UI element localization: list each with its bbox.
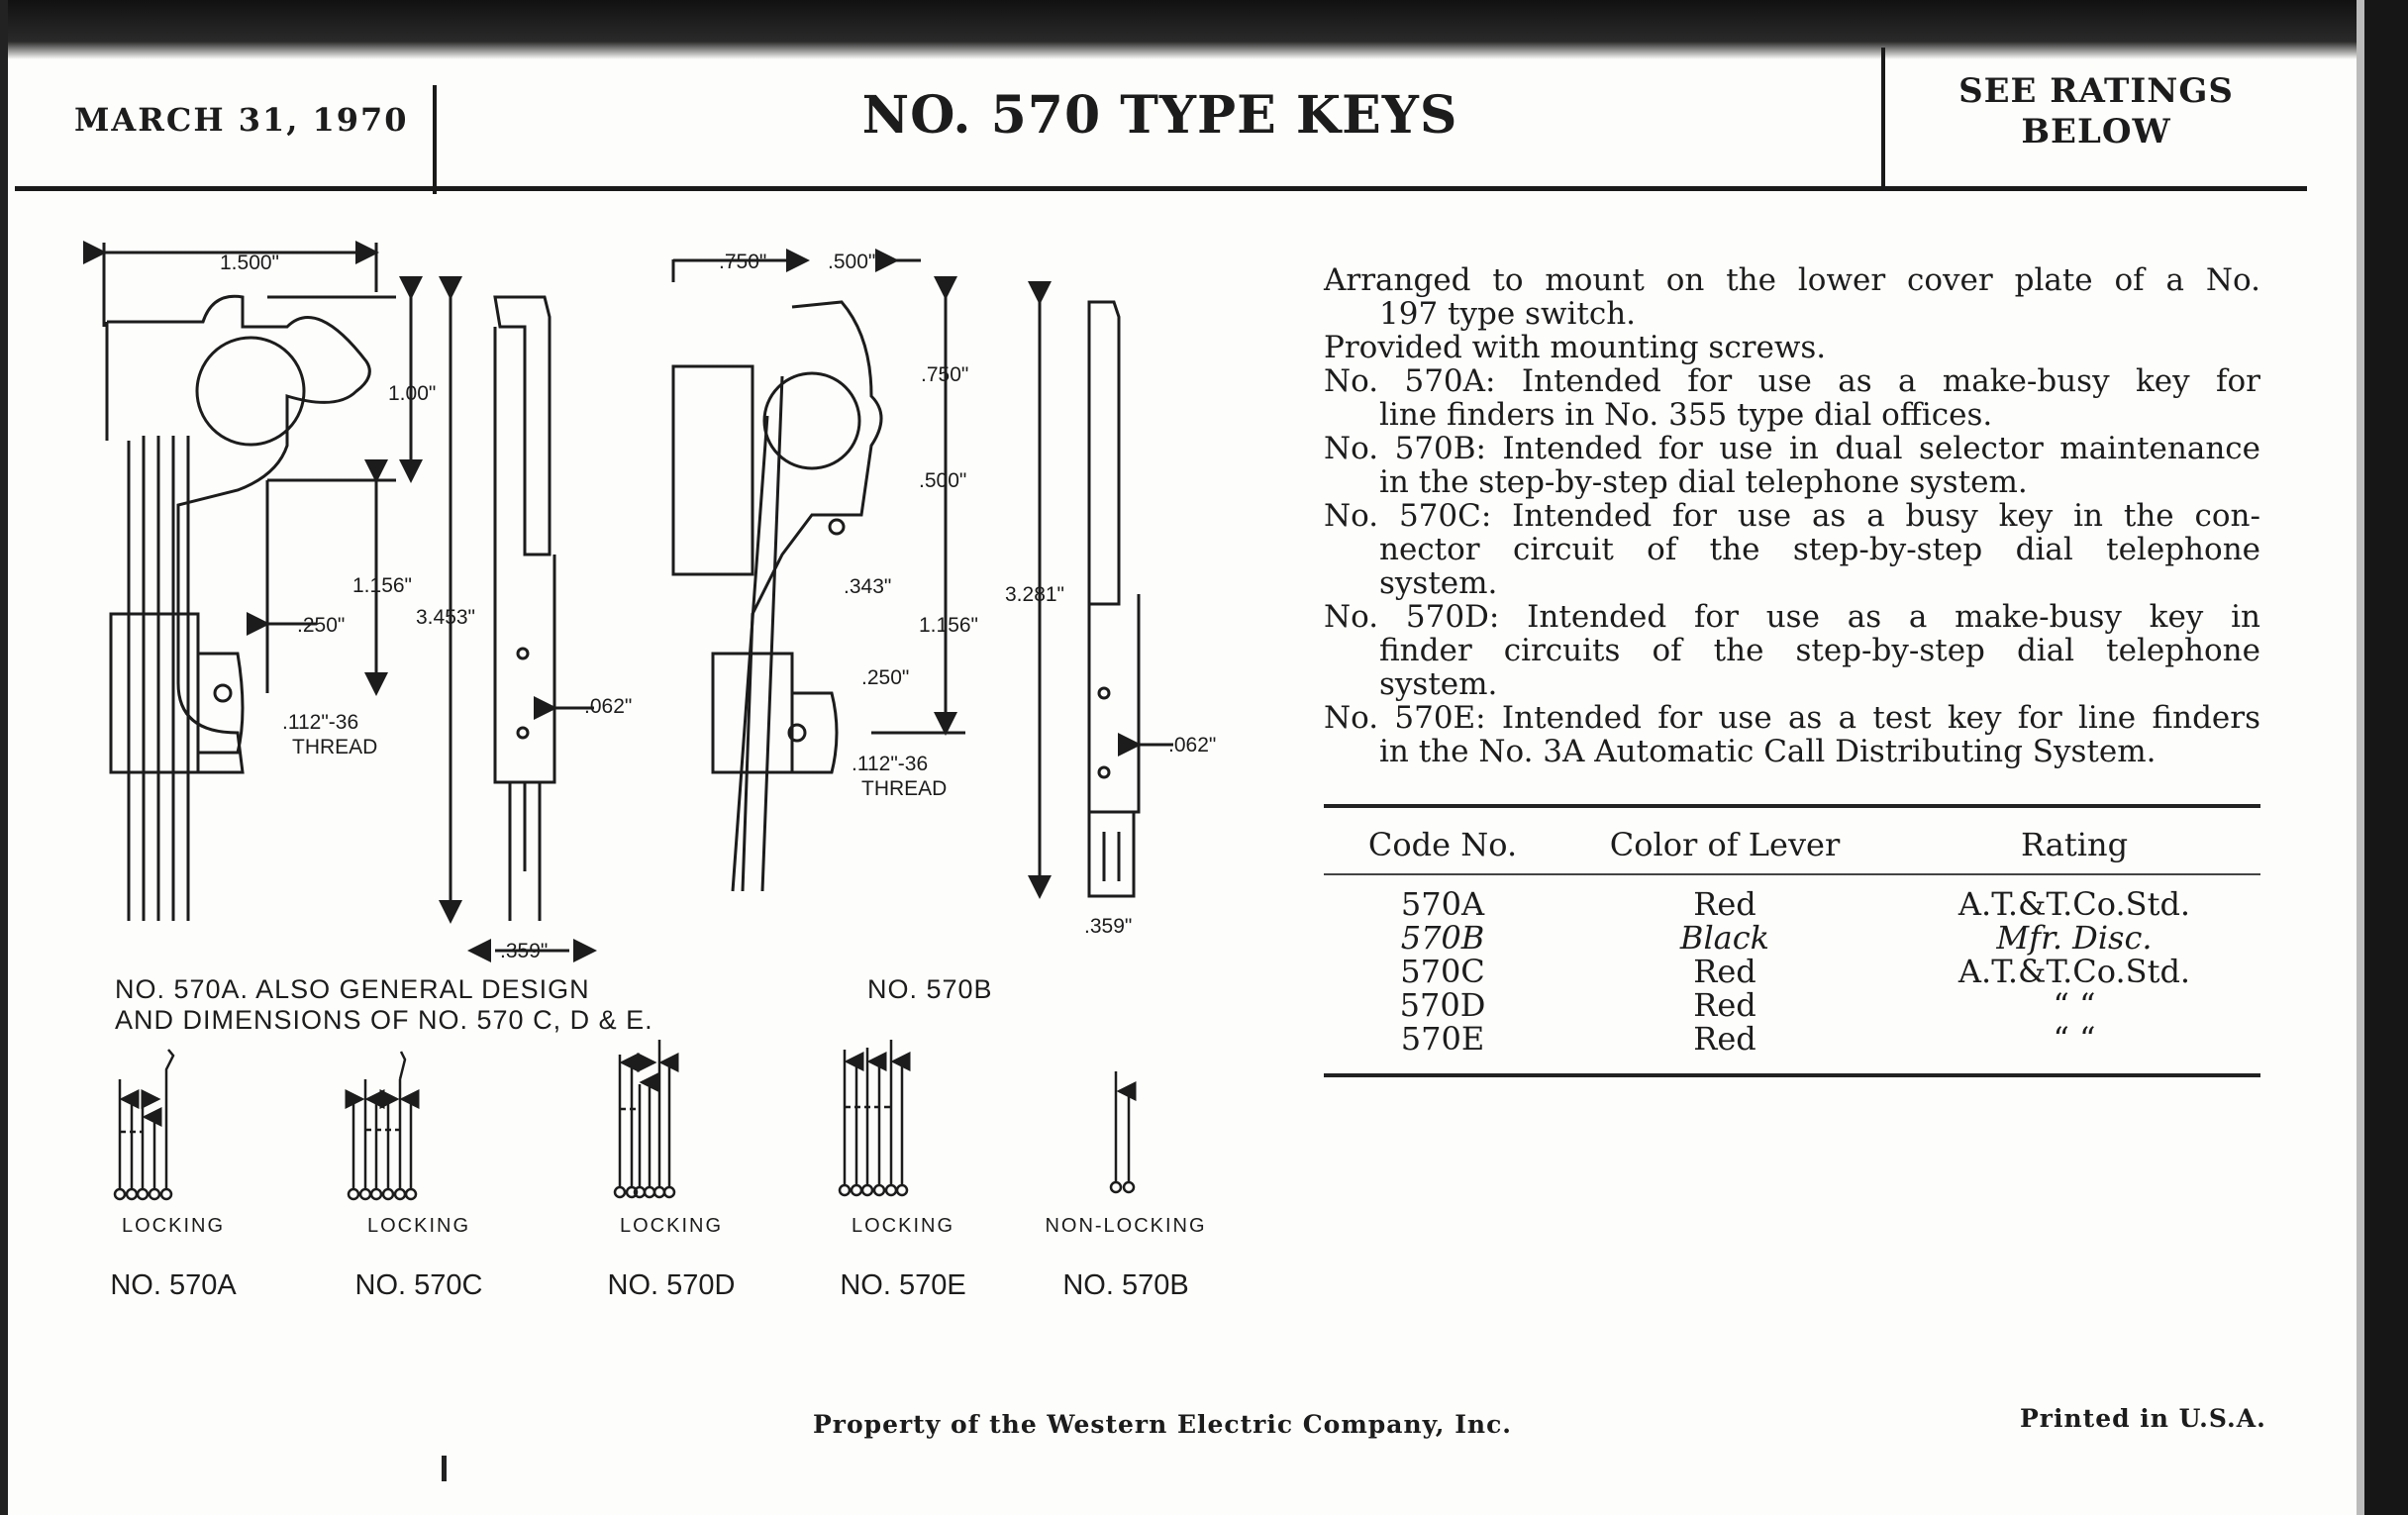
cell-rating: Mfr. Disc.: [1996, 919, 2153, 957]
schematic-type-label: LOCKING: [851, 1215, 955, 1237]
drawing-caption-570b: NO. 570B: [867, 974, 993, 1004]
cell-color: Red: [1693, 885, 1756, 923]
dim-label: 1.500": [220, 252, 280, 274]
description-line: Arranged to mount on the lower cover plate of a No.: [1324, 262, 2260, 298]
dim-label: .359": [500, 940, 549, 962]
dim-label: 1.00": [388, 382, 437, 405]
description-line: line finders in No. 355 type dial offices.: [1379, 397, 1993, 433]
description-line: in the step-by-step dial telephone system.: [1379, 464, 2028, 500]
dim-label: .062": [1168, 734, 1217, 757]
cell-code: 570B: [1400, 919, 1485, 957]
caption-line: AND DIMENSIONS OF NO. 570 C, D & E.: [115, 1005, 653, 1035]
schematic-570a: [115, 1050, 173, 1199]
schematic-570c: [349, 1052, 416, 1199]
cell-color: Red: [1693, 953, 1756, 990]
cell-rating: “ “: [2053, 986, 2096, 1024]
cell-color: Black: [1679, 919, 1770, 957]
caption-line: NO. 570A. ALSO GENERAL DESIGN: [115, 974, 590, 1004]
description-line: No. 570C: Intended for use as a busy key in the con-: [1324, 498, 2260, 534]
dim-label: 3.281": [1005, 583, 1065, 606]
schematic-570d: [615, 1040, 674, 1197]
description-line: system.: [1379, 666, 1498, 702]
schematic-570e: [840, 1040, 907, 1195]
issue-date: MARCH 31, 1970: [74, 101, 409, 139]
schematic-type-label: NON-LOCKING: [1045, 1215, 1207, 1237]
cell-code: 570A: [1400, 885, 1485, 923]
cell-rating: A.T.&T.Co.Std.: [1957, 953, 2191, 990]
cell-color: Red: [1693, 986, 1756, 1024]
schematic-type-label: LOCKING: [366, 1215, 471, 1237]
schematic-name-label: NO. 570E: [840, 1269, 966, 1301]
description-line: system.: [1379, 565, 1498, 601]
ratings-note-line: BELOW: [2021, 112, 2171, 152]
dim-label: .750": [921, 363, 969, 386]
schematic-name-label: NO. 570C: [354, 1269, 483, 1301]
description-line: 197 type switch.: [1379, 296, 1637, 332]
dim-label: .500": [919, 469, 967, 492]
dim-label: .500": [828, 251, 876, 273]
schematic-type-label: LOCKING: [619, 1215, 724, 1237]
schematic-name-label: NO. 570A: [110, 1269, 237, 1301]
dim-label: THREAD: [292, 736, 378, 758]
header-rating: Rating: [2020, 826, 2129, 863]
dim-label: 3.453": [416, 606, 476, 629]
description-line: Provided with mounting screws.: [1324, 330, 1827, 365]
property-notice: Property of the Western Electric Company, Inc.: [812, 1410, 1512, 1439]
page-title: NO. 570 TYPE KEYS: [861, 85, 1458, 146]
ratings-note-line: SEE RATINGS: [1958, 71, 2234, 111]
dim-label: .250": [861, 666, 910, 689]
cell-code: 570E: [1400, 1020, 1485, 1058]
description-line: in the No. 3A Automatic Call Distributing System.: [1379, 734, 2157, 769]
cell-rating: A.T.&T.Co.Std.: [1957, 885, 2191, 923]
printed-notice: Printed in U.S.A.: [2020, 1404, 2266, 1433]
dim-label: .750": [719, 251, 767, 273]
drawing-caption-570a: [115, 974, 653, 1036]
description-line: No. 570D: Intended for use as a make-busy key in: [1324, 599, 2260, 635]
schematic-570b: [1111, 1071, 1134, 1192]
dim-label: .343": [844, 575, 892, 598]
schematic-type-label: LOCKING: [121, 1215, 226, 1237]
scan-mark: [442, 1456, 447, 1481]
cell-code: 570C: [1400, 953, 1485, 990]
cell-code: 570D: [1399, 986, 1486, 1024]
cell-rating: “ “: [2053, 1020, 2096, 1058]
header-code: Code No.: [1367, 826, 1518, 863]
dim-label: .250": [297, 614, 346, 637]
schematic-name-label: NO. 570B: [1062, 1269, 1189, 1301]
schematic-name-label: NO. 570D: [607, 1269, 736, 1301]
dim-label: 1.156": [919, 614, 979, 637]
dim-label: .112"-36: [282, 711, 359, 734]
dim-label: .359": [1084, 915, 1133, 938]
description-line: No. 570E: Intended for use as a test key for line finders: [1324, 700, 2260, 736]
dim-label: .112"-36: [852, 753, 929, 775]
header-color: Color of Lever: [1609, 826, 1841, 863]
dim-label: THREAD: [861, 777, 948, 800]
cell-color: Red: [1693, 1020, 1756, 1058]
description-line: nector circuit of the step-by-step dial telephone: [1379, 532, 2260, 567]
description-line: No. 570A: Intended for use as a make-busy key for: [1324, 363, 2260, 399]
description-line: No. 570B: Intended for use in dual selector maintenance: [1324, 431, 2260, 466]
dim-label: 1.156": [352, 574, 413, 597]
dim-label: .062": [584, 695, 633, 718]
description-line: finder circuits of the step-by-step dial telephone: [1379, 633, 2260, 668]
